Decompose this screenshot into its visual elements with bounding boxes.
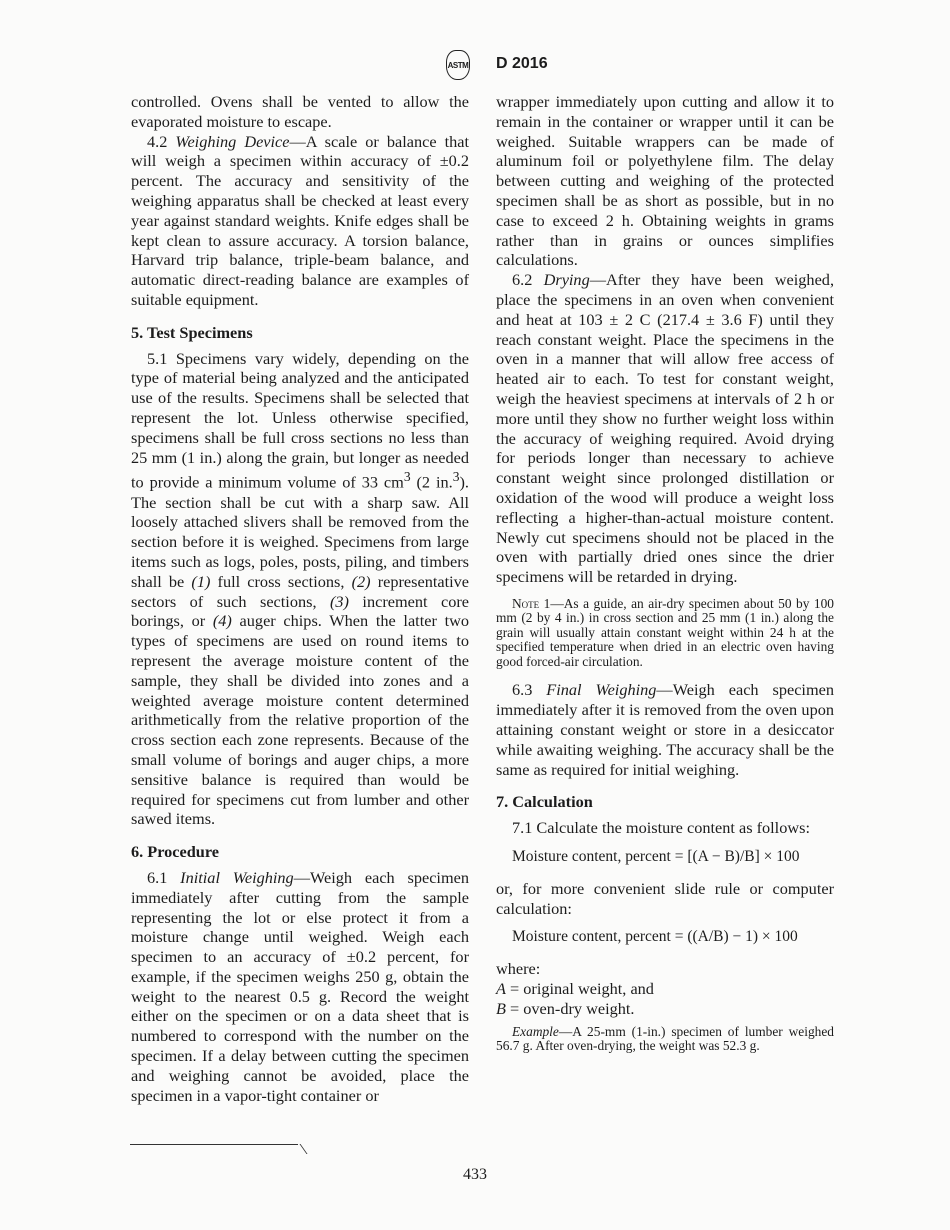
right-column bbox=[496, 92, 834, 1054]
section-6-3 bbox=[496, 680, 834, 779]
heading-procedure: 6. Procedure bbox=[131, 842, 220, 862]
page-number: 433 bbox=[463, 1166, 487, 1183]
section-text: —Weigh each specimen immediately after it is removed from the oven upon attaining constant weight or store in a desiccator while awaiting weighing. The accuracy shall be the same as required for initial weighing. bbox=[496, 680, 834, 779]
symbol: B bbox=[496, 998, 506, 1018]
note-text: —As a guide, an air-dry specimen about 50 by 100 mm (2 by 4 in.) in cross section and 25 mm (1 in.) along the grain will usually attain constant weight within 24 h at the specified temperature when dried in an electric oven having good forced-air circulation. bbox=[496, 595, 834, 669]
text-run: auger chips. When the latter two types of specimens are used on round items to represent the average moisture content of the sample, they shall be divided into zones and a weighted average moisture content determined arithmetically from the relative proportion of the cross section each zone represents. Because of the small volume of borings and auger chips, a more sensitive balance is required than would be required for specimens cut from lumber and other sawed items. bbox=[131, 611, 469, 829]
definition-text: = original weight, and bbox=[505, 978, 654, 998]
where-label: where: bbox=[496, 959, 541, 979]
enum-marker: (1) bbox=[191, 571, 211, 591]
definition-text: = oven-dry weight. bbox=[505, 998, 635, 1018]
example-paragraph bbox=[496, 1025, 834, 1054]
astm-logo bbox=[446, 50, 470, 80]
equation-2: Moisture content, percent = ((A/B) − 1) × 100 bbox=[512, 928, 798, 946]
enum-marker: (2) bbox=[351, 571, 371, 591]
heading-calculation: 7. Calculation bbox=[496, 792, 593, 812]
footnote-rule bbox=[130, 1144, 298, 1155]
example-label: Example bbox=[512, 1023, 559, 1039]
text-run: representative sectors of such sections, bbox=[131, 571, 469, 611]
section-4-2 bbox=[131, 132, 469, 310]
section-7-1: 7.1 Calculate the moisture content as follows: bbox=[512, 818, 810, 838]
text-run: 5.1 Specimens vary widely, depending on the type of material being analyzed and the anticipated use of the results. Specimens shall be selected that represent the lot. Unless otherwise specified, specimens shall be full cross sections no less than 25 mm (1 in.) along the grain, but longer as needed to provide a minimum volume of 33 cm bbox=[131, 348, 469, 492]
text-run: (2 in. bbox=[410, 472, 453, 492]
text-run: full cross sections, bbox=[210, 571, 352, 591]
section-text: —A scale or balance that will weigh a specimen within accuracy of ±0.2 percent. The accuracy and sensitivity of the weighing apparatus shall be checked at least every year against standard weights. Knife edges shall be kept clean to assure accuracy. A torsion balance, Harvard trip balance, triple-beam balance, and automatic direct-reading balance are examples of suitable equipment. bbox=[131, 131, 469, 309]
section-number: 6.2 bbox=[512, 270, 544, 290]
definition-a bbox=[496, 979, 834, 999]
example-text: —A 25-mm (1-in.) specimen of lumber weighed 56.7 g. After oven-drying, the weight was 52.3 g. bbox=[496, 1023, 834, 1054]
equation-1: Moisture content, percent = [(A − B)/B] × 100 bbox=[512, 848, 800, 865]
note-1 bbox=[496, 597, 834, 670]
paragraph-continued: wrapper immediately upon cutting and allow it to remain in the container or wrapper until it can be weighed. Suitable wrappers can be made of aluminum foil or polyethylene film. The delay between cutting and weighing of the protected specimen shall be as short as possible, but in no case to exceed 2 h. Obtaining weights in grams rather than in grains or ounces simplifies calculations. bbox=[496, 92, 834, 270]
left-column bbox=[131, 92, 469, 1105]
text-run: increment core borings, or bbox=[131, 591, 469, 631]
section-title: Weighing Device bbox=[175, 131, 290, 151]
section-text: —After they have been weighed, place the specimens in an oven when convenient and heat at 103 ± 2 C (217.4 ± 3.6 F) until they reach constant weight. Place the specimens in the oven in a manner that will allow free access of heated air to each. To test for constant weight, weigh the heaviest specimens at intervals of 2 h or more until they show no further weight loss within the accuracy of weighing required. Avoid drying for periods longer than necessary to achieve constant weight since prolonged distillation or oxidation of the wood will produce a weight loss reflecting a higher-than-actual moisture content. Newly cut specimens should not be placed in the oven with partially dried ones since the drier specimens will be retarded in drying. bbox=[496, 270, 835, 587]
section-number: 6.3 bbox=[512, 680, 547, 700]
section-title: Final Weighing bbox=[546, 680, 657, 700]
text-run: ). The section shall be cut with a sharp saw. All loosely attached slivers shall be removed from the section before it is weighed. Specimens from large items such as logs, poles, posts, piling, and timbers shall be bbox=[131, 472, 469, 591]
section-number: 4.2 bbox=[147, 131, 176, 151]
superscript: 3 bbox=[403, 469, 411, 485]
paragraph-continued: controlled. Ovens shall be vented to allow the evaporated moisture to escape. bbox=[131, 92, 469, 131]
enum-marker: (3) bbox=[329, 591, 349, 611]
section-title: Drying bbox=[543, 270, 590, 290]
superscript: 3 bbox=[452, 469, 460, 485]
logo-text: ASTM bbox=[447, 60, 469, 70]
heading-test-specimens: 5. Test Specimens bbox=[131, 322, 253, 342]
section-5-1 bbox=[131, 349, 469, 830]
section-title: Initial Weighing bbox=[180, 867, 294, 887]
definition-b bbox=[496, 999, 834, 1019]
paragraph-or: or, for more convenient slide rule or computer calculation: bbox=[496, 878, 834, 918]
section-6-1 bbox=[131, 868, 469, 1106]
enum-marker: (4) bbox=[212, 611, 232, 631]
section-6-2 bbox=[496, 270, 834, 587]
symbol: A bbox=[496, 978, 506, 998]
section-number: 6.1 bbox=[147, 867, 181, 887]
note-label: Note 1 bbox=[512, 595, 551, 611]
document-designation: D 2016 bbox=[496, 55, 548, 72]
section-text: —Weigh each specimen immediately after cutting from the sample representing the lot or else protect it from a moisture change until weighed. Weigh each specimen to an accuracy of ±0.2 percent, for example, if the specimen weighs 250 g, obtain the weight to the nearest 0.5 g. Record the weight either on the specimen or on a data sheet that is numbered to correspond with the number on the specimen. If a delay between cutting the specimen and weighing cannot be avoided, place the specimen in a vapor-tight container or bbox=[131, 867, 469, 1105]
